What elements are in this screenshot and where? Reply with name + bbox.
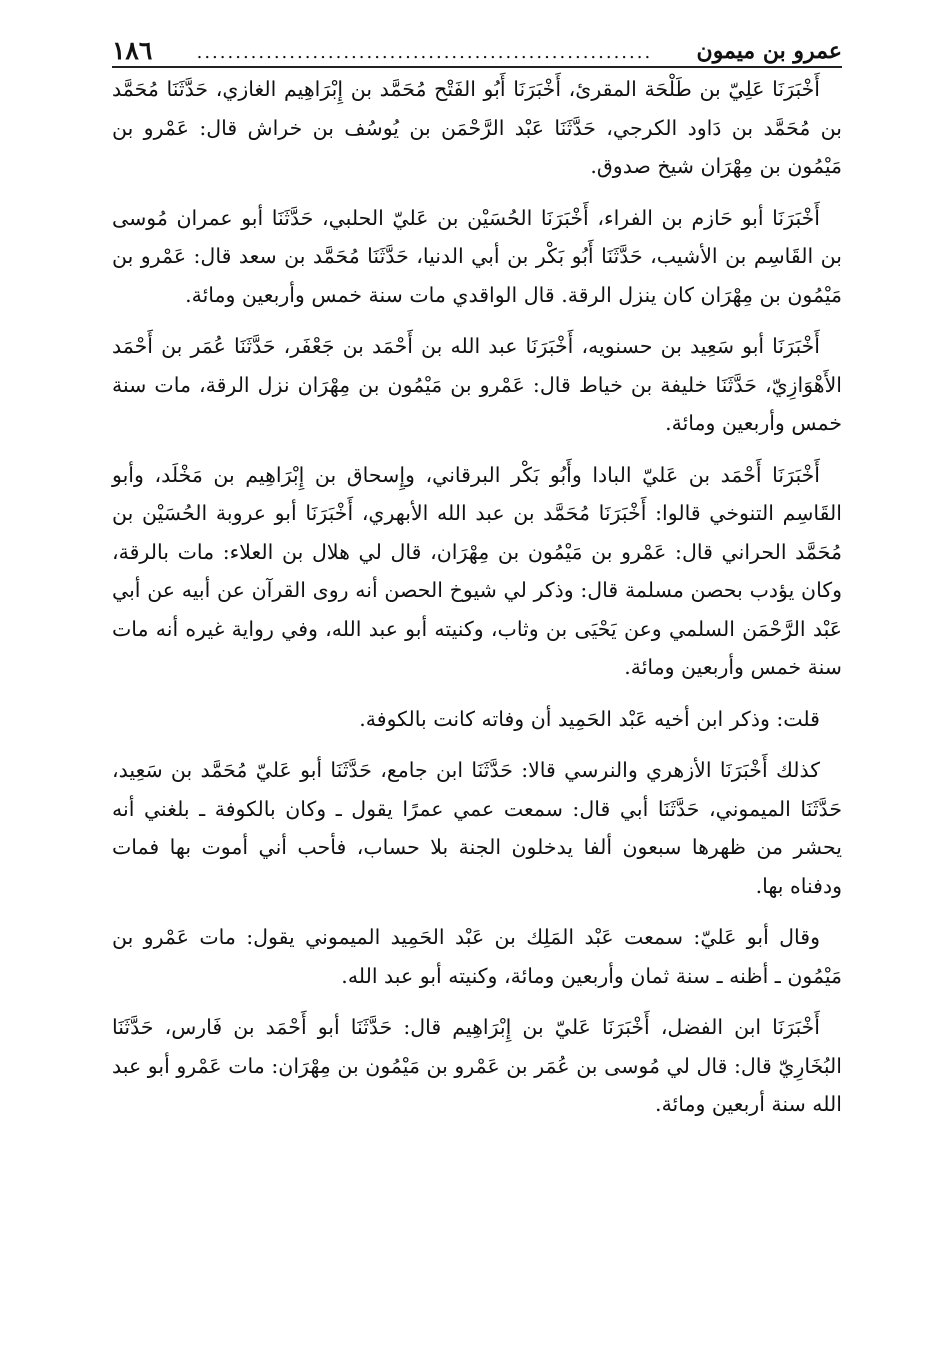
paragraph: أَخْبَرَنَا أبو سَعِيد بن حسنويه، أَخْبَرَنَا عبد الله بن أَحْمَد بن جَعْفَر، حَدَّثَنَا عُمَر بن أَحْمَد الأَهْوَازِيّ، حَدَّثَنَا خليفة بن خياط قال: عَمْرو بن مَيْمُون بن مِهْرَان نزل الرقة، مات سنة خمس وأربعين ومائة. (112, 334, 842, 435)
paragraph: أَخْبَرَنَا أبو حَازم بن الفراء، أَخْبَرَنَا الحُسَيْن بن عَليّ الحلبي، حَدَّثَنَا أبو عمران مُوسى بن القَاسِم بن الأشيب، حَدَّثَنَا أَبُو بَكْر بن أبي الدنيا، حَدَّثَنَا مُحَمَّد بن سعد قال: عَمْرو بن مَيْمُون بن مِهْرَان كان ينزل الرقة. قال الواقدي مات سنة خمس وأربعين ومائة. (112, 205, 842, 307)
paragraph: قلت: وذكر ابن أخيه عَبْد الحَمِيد أن وفاته كانت بالكوفة. (359, 706, 820, 731)
paragraph: أَخْبَرَنَا ابن الفضل، أَخْبَرَنَا عَليّ بن إِبْرَاهِيم قال: حَدَّثَنَا أبو أَحْمَد بن فَارس، حَدَّثَنَا البُخَارِيّ قال: قال لي مُوسى بن عُمَر بن عَمْرو بن مَيْمُون بن مِهْرَان: مات عَمْرو أبو عبد الله سنة أربعين ومائة. (112, 1015, 842, 1116)
paragraph: وقال أبو عَليّ: سمعت عَبْد المَلِك بن عَبْد الحَمِيد الميموني يقول: مات عَمْرو بن مَيْمُون ـ أظنه ـ سنة ثمان وأربعين ومائة، وكنيته أبو عبد الله. (112, 925, 842, 988)
page-number: ١٨٦ (112, 36, 153, 65)
paragraph: أَخْبَرَنَا أَحْمَد بن عَليّ البادا وأَبُو بَكْر البرقاني، وإِسحاق بن إِبْرَاهِيم بن مَخْلَد، وأبو القَاسِم التنوخي قالوا: أَخْبَرَنَا مُحَمَّد بن عبد الله الأبهري، أَخْبَرَنَا أبو عروبة الحُسَيْن بن مُحَمَّد الحراني قال: عَمْرو بن مَيْمُون بن مِهْرَان، قال لي هلال بن العلاء: مات بالرقة، وكان يؤدب بحصن مسلمة قال: وذكر لي شيوخ الحصن أنه روى القرآن عن أبيه عن أبي عَبْد الرَّحْمَن السلمي وعن يَحْيَى بن وثاب، وكنيته أبو عبد الله، وفي رواية غيره أنه مات سنة خمس وأربعين ومائة. (112, 462, 842, 679)
running-header (112, 28, 842, 68)
page-body (112, 70, 842, 1137)
paragraph: أَخْبَرَنَا عَلِيّ بن طَلْحَة المقرئ، أَخْبَرَنَا أَبُو الفَتْح مُحَمَّد بن إِبْرَاهِيم الغازي، حَدَّثَنَا مُحَمَّد بن مُحَمَّد بن دَاود الكرجي، حَدَّثَنَا عَبْد الرَّحْمَن بن يُوسُف بن خراش قال: عَمْرو بن مَيْمُون بن مِهْرَان شيخ صدوق. (112, 77, 842, 178)
running-title: عمرو بن ميمون (696, 38, 842, 64)
paragraph: كذلك أَخْبَرَنَا الأزهري والنرسي قالا: حَدَّثَنَا ابن جامع، حَدَّثَنَا أبو عَليّ مُحَمَّد بن سَعِيد، حَدَّثَنَا الميموني، حَدَّثَنَا أبي قال: سمعت عمي عمرًا يقول ـ وكان بالكوفة ـ بلغني أنه يحشر من ظهرها سبعون ألفا يدخلون الجنة بلا حساب، فأحب أني أموت بها فمات ودفناه بها. (112, 758, 842, 898)
header-dot-leader: ........................................................... (196, 42, 653, 63)
